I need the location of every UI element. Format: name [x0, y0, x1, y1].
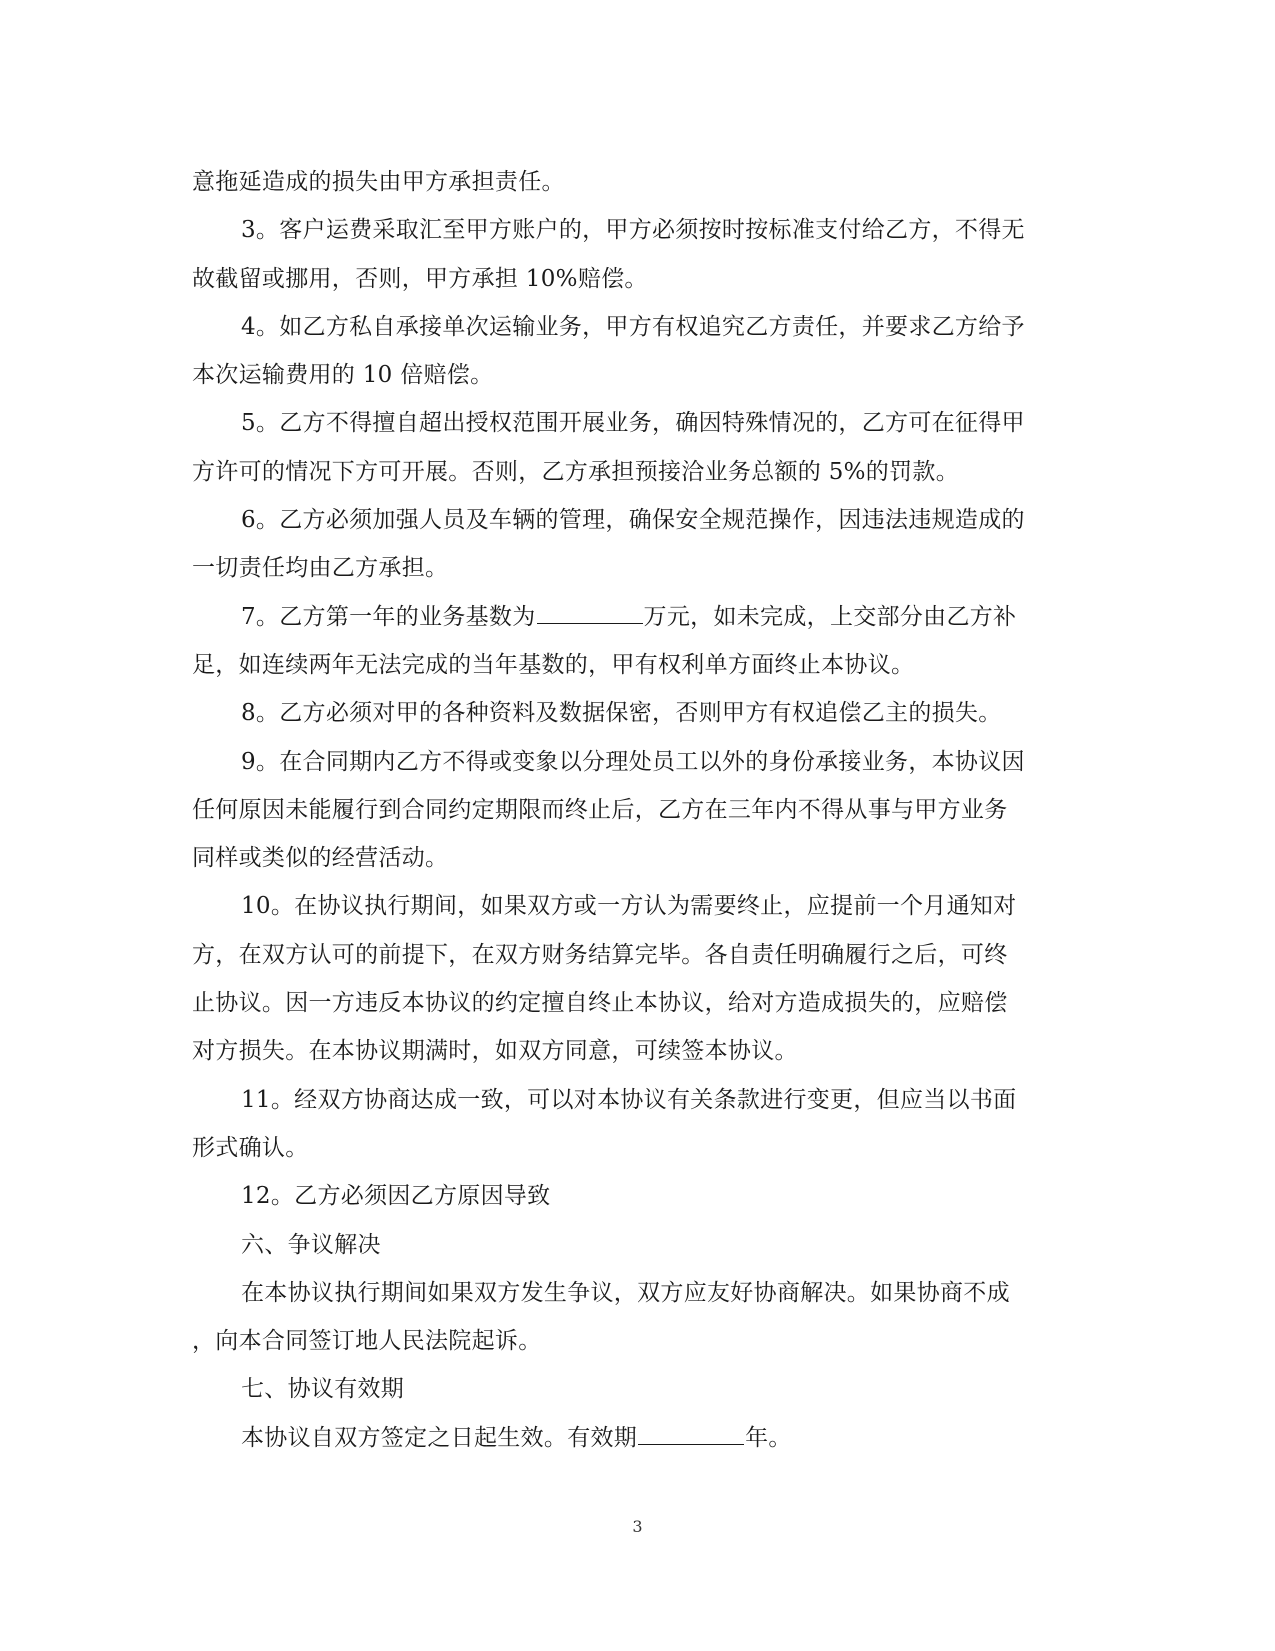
- clause-9-line: 9。在合同期内乙方不得或变象以分理处员工以外的身份承接业务，本协议因: [241, 748, 1025, 775]
- validity-years-blank: [638, 1442, 744, 1445]
- paragraph-line: 方许可的情况下方可开展。否则，乙方承担预接洽业务总额的 5%的罚款。: [192, 458, 959, 485]
- paragraph-line: 故截留或挪用，否则，甲方承担 10%赔偿。: [192, 265, 648, 292]
- paragraph-line: ，向本合同签订地人民法院起诉。: [192, 1328, 542, 1355]
- paragraph-line: 任何原因未能履行到合同约定期限而终止后，乙方在三年内不得从事与甲方业务: [192, 796, 1008, 823]
- clause-10-line: 10。在协议执行期间，如果双方或一方认为需要终止，应提前一个月通知对: [241, 893, 1017, 920]
- document-body: [192, 158, 1082, 1462]
- validity-text-before: 本协议自双方签定之日起生效。有效期: [241, 1424, 638, 1451]
- clause-7-line: [192, 593, 1082, 641]
- dispute-paragraph-line: 在本协议执行期间如果双方发生争议，双方应友好协商解决。如果协商不成: [241, 1279, 1010, 1306]
- paragraph-line: 形式确认。: [192, 1134, 309, 1161]
- paragraph-line: 一切责任均由乙方承担。: [192, 555, 449, 582]
- clause-8-line: 8。乙方必须对甲的各种资料及数据保密，否则甲方有权追偿乙主的损失。: [241, 700, 1002, 727]
- clause-5-line: 5。乙方不得擅自超出授权范围开展业务，确因特殊情况的，乙方可在征得甲: [241, 410, 1025, 437]
- clause-6-line: 6。乙方必须加强人员及车辆的管理，确保安全规范操作，因违法违规造成的: [241, 507, 1025, 534]
- clause-7-text-after: 万元，如未完成，上交部分由乙方补: [643, 603, 1017, 630]
- clause-12-line: 12。乙方必须因乙方原因导致: [241, 1183, 551, 1210]
- paragraph-line: 意拖延造成的损失由甲方承担责任。: [192, 169, 565, 195]
- paragraph-line: 本次运输费用的 10 倍赔偿。: [192, 362, 494, 389]
- business-base-blank: [537, 621, 643, 624]
- clause-7-text-before: 7。乙方第一年的业务基数为: [241, 603, 536, 630]
- validity-line: [192, 1414, 1082, 1462]
- paragraph-line: 止协议。因一方违反本协议的约定擅自终止本协议，给对方造成损失的，应赔偿: [192, 990, 1008, 1017]
- validity-text-after: 年。: [745, 1424, 792, 1451]
- section-heading-validity: 七、协议有效期: [241, 1376, 405, 1403]
- page-number: 3: [632, 1517, 643, 1536]
- clause-4-line: 4。如乙方私自承接单次运输业务，甲方有权追究乙方责任，并要求乙方给予: [241, 313, 1025, 340]
- paragraph-line: 对方损失。在本协议期满时，如双方同意，可续签本协议。: [192, 1038, 798, 1065]
- section-heading-dispute: 六、争议解决: [241, 1231, 381, 1258]
- paragraph-line: 同样或类似的经营活动。: [192, 845, 449, 872]
- paragraph-line: 足，如连续两年无法完成的当年基数的，甲有权利单方面终止本协议。: [192, 651, 915, 678]
- clause-11-line: 11。经双方协商达成一致，可以对本协议有关条款进行变更，但应当以书面: [241, 1086, 1017, 1113]
- clause-3-line: 3。客户运费采取汇至甲方账户的，甲方必须按时按标准支付给乙方，不得无: [241, 217, 1025, 244]
- paragraph-line: 方，在双方认可的前提下，在双方财务结算完毕。各自责任明确履行之后，可终: [192, 941, 1008, 968]
